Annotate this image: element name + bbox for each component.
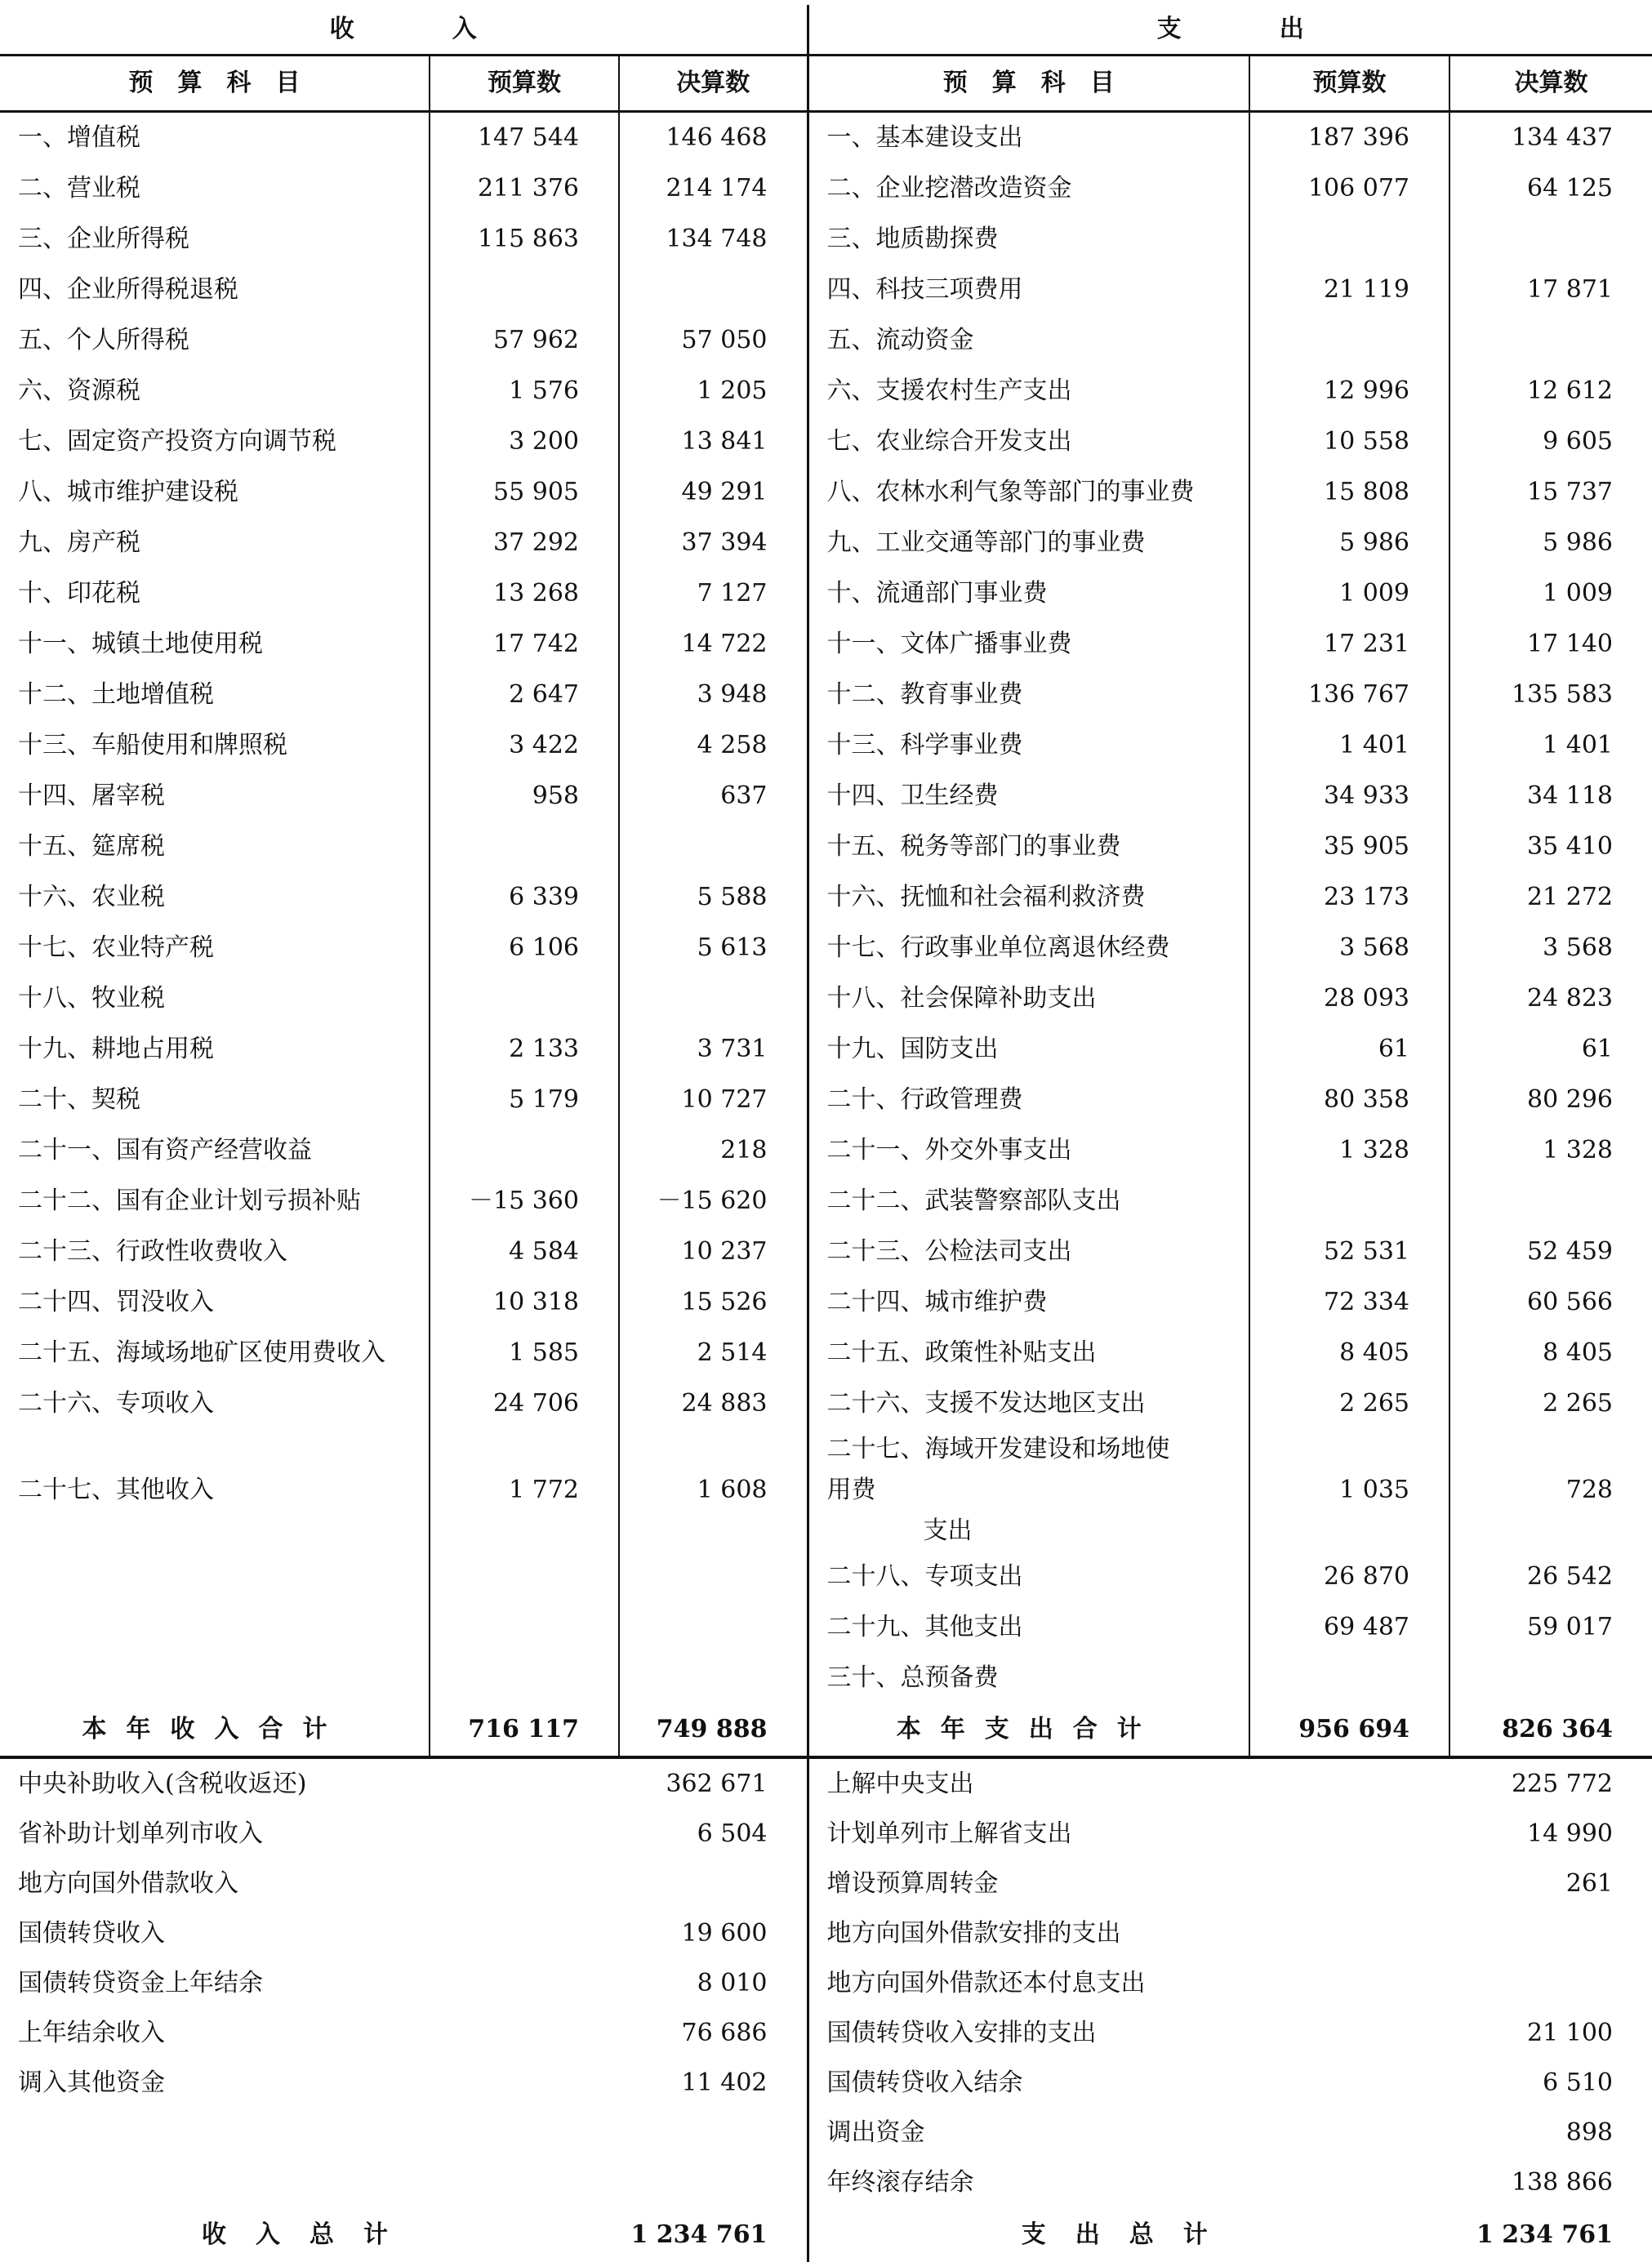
table-row [0, 1024, 1652, 1075]
income-supplement-final [619, 2157, 808, 2207]
expense-item-header: 预 算 科 目 [808, 56, 1249, 112]
expense-budget: 2 265 [1249, 1378, 1449, 1429]
expense-final: 21 272 [1527, 883, 1613, 911]
expense-budget: 23 173 [1249, 872, 1449, 923]
income-item: 八、城市维护建设税 [0, 467, 430, 518]
supplement-row [0, 1908, 1652, 1958]
income-budget: 17 742 [430, 619, 619, 670]
income-final: 5 588 [619, 872, 808, 923]
income-supplement-final: 6 504 [619, 1809, 808, 1859]
expense-item: 二十三、公检法司支出 [808, 1227, 1249, 1277]
expense-item: 十六、抚恤和社会福利救济费 [808, 872, 1249, 923]
income-item [0, 1653, 430, 1703]
expense-budget: 3 568 [1249, 923, 1449, 973]
income-supplement-final: 19 600 [619, 1908, 808, 1958]
expense-final: 64 125 [1527, 174, 1613, 203]
income-item: 九、房产税 [0, 518, 430, 568]
income-final: 57 050 [619, 315, 808, 366]
supplement-row [0, 2008, 1652, 2058]
expense-total-label: 本年支出合计 [808, 1703, 1249, 1757]
expense-item: 二十四、城市维护费 [808, 1277, 1249, 1328]
expense-final: 24 823 [1527, 984, 1613, 1013]
expense-budget: 1 035 [1249, 1429, 1449, 1552]
table-row [0, 112, 1652, 164]
income-item: 二十七、其他收入 [0, 1429, 430, 1552]
expense-final: 9 605 [1543, 427, 1613, 456]
table-row [0, 1653, 1652, 1703]
income-supplement-item: 调入其他资金 [18, 2068, 165, 2097]
expense-final: 1 009 [1543, 579, 1613, 608]
income-supplement-final: 76 686 [619, 2008, 808, 2058]
income-item: 十、印花税 [0, 568, 430, 619]
table-row [0, 872, 1652, 923]
table-row [0, 822, 1652, 872]
expense-budget: 35 905 [1249, 822, 1449, 872]
income-budget: 5 179 [430, 1075, 619, 1125]
expense-budget [1249, 315, 1449, 366]
expense-budget: 187 396 [1249, 112, 1449, 164]
income-final [619, 822, 808, 872]
income-final: 4 258 [619, 720, 808, 771]
income-final: 7 127 [619, 568, 808, 619]
expense-section-title: 支 出 [808, 5, 1652, 56]
expense-item: 二十八、专项支出 [808, 1552, 1249, 1602]
expense-budget: 21 119 [1249, 265, 1449, 315]
expense-budget: 34 933 [1249, 771, 1449, 822]
expense-final: 728 [1565, 1476, 1613, 1504]
expense-final [1449, 214, 1652, 265]
table-row [0, 1125, 1652, 1176]
expense-budget: 26 870 [1249, 1552, 1449, 1602]
expense-item: 二十五、政策性补贴支出 [808, 1328, 1249, 1378]
income-final: 637 [619, 771, 808, 822]
income-supplement-item: 中央补助收入(含税收返还) [18, 1769, 307, 1798]
income-item: 二十、契税 [0, 1075, 430, 1125]
expense-total-final: 826 364 [1449, 1703, 1652, 1757]
expense-item: 十七、行政事业单位离退休经费 [808, 923, 1249, 973]
expense-final: 59 017 [1527, 1613, 1613, 1641]
grand-total-row [0, 2207, 1652, 2262]
income-item-header: 预 算 科 目 [0, 56, 430, 112]
expense-budget: 15 808 [1249, 467, 1449, 518]
income-final: 134 748 [619, 214, 808, 265]
income-item: 十六、农业税 [0, 872, 430, 923]
table-row [0, 1429, 1652, 1552]
expense-budget: 17 231 [1249, 619, 1449, 670]
expense-budget: 61 [1249, 1024, 1449, 1075]
income-final: 24 883 [619, 1378, 808, 1429]
income-budget: 1 585 [430, 1328, 619, 1378]
income-supplement-final: 362 671 [619, 1757, 808, 1809]
income-budget [430, 265, 619, 315]
expense-budget: 136 767 [1249, 670, 1449, 720]
expense-item: 二、企业挖潜改造资金 [808, 163, 1249, 214]
table-row [0, 1328, 1652, 1378]
income-final: 2 514 [619, 1328, 808, 1378]
table-row [0, 366, 1652, 416]
expense-final: 60 566 [1527, 1288, 1613, 1316]
expense-item: 十、流通部门事业费 [808, 568, 1249, 619]
income-item: 十二、土地增值税 [0, 670, 430, 720]
income-final: 5 613 [619, 923, 808, 973]
income-budget: 147 544 [430, 112, 619, 164]
expense-final: 5 986 [1543, 528, 1613, 557]
table-row [0, 1227, 1652, 1277]
expense-final [1449, 1176, 1652, 1227]
table-row [0, 163, 1652, 214]
income-final: 1 205 [619, 366, 808, 416]
income-final [619, 1602, 808, 1653]
income-budget: 4 584 [430, 1227, 619, 1277]
expense-supplement-item: 调出资金 [826, 2117, 925, 2147]
table-row [0, 416, 1652, 467]
supplement-row [0, 2108, 1652, 2157]
annual-total-row [0, 1703, 1652, 1757]
expense-item: 八、农林水利气象等部门的事业费 [808, 467, 1249, 518]
income-final: 15 526 [619, 1277, 808, 1328]
expense-supplement-final: 225 772 [1511, 1769, 1613, 1798]
income-item: 十九、耕地占用税 [0, 1024, 430, 1075]
expense-final: 15 737 [1527, 478, 1613, 506]
expense-final: 17 871 [1527, 275, 1613, 304]
income-budget: 2 133 [430, 1024, 619, 1075]
income-budget: 55 905 [430, 467, 619, 518]
income-final: 13 841 [619, 416, 808, 467]
expense-item: 二十九、其他支出 [808, 1602, 1249, 1653]
expense-final: 61 [1581, 1035, 1613, 1063]
income-section-title: 收 入 [0, 5, 808, 56]
expense-grand-label: 支出总计 [1021, 2220, 1237, 2249]
budget-table [0, 5, 1652, 2262]
income-item: 二十三、行政性收费收入 [0, 1227, 430, 1277]
income-item: 七、固定资产投资方向调节税 [0, 416, 430, 467]
expense-final: 80 296 [1527, 1085, 1613, 1114]
income-item: 十五、筵席税 [0, 822, 430, 872]
income-item: 四、企业所得税退税 [0, 265, 430, 315]
income-budget: 958 [430, 771, 619, 822]
expense-budget [1249, 1653, 1449, 1703]
expense-item: 二十、行政管理费 [808, 1075, 1249, 1125]
expense-supplement-final [1449, 1908, 1652, 1958]
income-item: 五、个人所得税 [0, 315, 430, 366]
expense-item: 三十、总预备费 [808, 1653, 1249, 1703]
income-budget [430, 1602, 619, 1653]
income-budget-header: 预算数 [430, 56, 619, 112]
expense-final [1449, 1653, 1652, 1703]
expense-supplement-final: 14 990 [1527, 1819, 1613, 1848]
table-row [0, 720, 1652, 771]
expense-budget: 10 558 [1249, 416, 1449, 467]
expense-item: 二十二、武装警察部队支出 [808, 1176, 1249, 1227]
table-row [0, 1075, 1652, 1125]
income-total-budget: 716 117 [430, 1703, 619, 1757]
supplement-rows [0, 1757, 1652, 2207]
income-grand-final: 1 234 761 [619, 2207, 808, 2262]
expense-supplement-final: 138 866 [1511, 2167, 1613, 2197]
income-supplement-item [0, 2157, 619, 2207]
expense-item: 二十六、支援不发达地区支出 [808, 1378, 1249, 1429]
expense-supplement-item: 年终滚存结余 [826, 2167, 974, 2197]
expense-item: 二十一、外交外事支出 [808, 1125, 1249, 1176]
table-row [0, 973, 1652, 1024]
income-budget: 115 863 [430, 214, 619, 265]
supplement-row [0, 1958, 1652, 2008]
income-final: 37 394 [619, 518, 808, 568]
table-row [0, 1277, 1652, 1328]
income-final [619, 973, 808, 1024]
income-budget: 37 292 [430, 518, 619, 568]
expense-final: 34 118 [1527, 781, 1613, 810]
supplement-row [0, 1757, 1652, 1809]
expense-budget: 8 405 [1249, 1328, 1449, 1378]
expense-supplement-item: 国债转贷收入安排的支出 [826, 2018, 1097, 2047]
main-rows [0, 112, 1652, 1704]
income-item: 二十四、罚没收入 [0, 1277, 430, 1328]
expense-item: 十四、卫生经费 [808, 771, 1249, 822]
table-row [0, 265, 1652, 315]
table-row [0, 923, 1652, 973]
section-header-row [0, 5, 1652, 56]
table-row [0, 1552, 1652, 1602]
income-final: －15 620 [619, 1176, 808, 1227]
expense-item: 一、基本建设支出 [808, 112, 1249, 164]
expense-final [1449, 315, 1652, 366]
expense-final: 17 140 [1527, 630, 1613, 658]
income-final: 14 722 [619, 619, 808, 670]
income-final: 49 291 [619, 467, 808, 518]
income-item: 十一、城镇土地使用税 [0, 619, 430, 670]
expense-item: 五、流动资金 [808, 315, 1249, 366]
income-item: 三、企业所得税 [0, 214, 430, 265]
column-header-row [0, 56, 1652, 112]
expense-item: 九、工业交通等部门的事业费 [808, 518, 1249, 568]
expense-supplement-item: 地方向国外借款安排的支出 [826, 1918, 1121, 1948]
expense-total-budget: 956 694 [1249, 1703, 1449, 1757]
income-item: 十四、屠宰税 [0, 771, 430, 822]
income-grand-label: 收入总计 [202, 2220, 417, 2249]
table-row [0, 518, 1652, 568]
table-row [0, 214, 1652, 265]
table-row [0, 315, 1652, 366]
income-item: 十八、牧业税 [0, 973, 430, 1024]
expense-budget: 28 093 [1249, 973, 1449, 1024]
expense-budget [1249, 214, 1449, 265]
income-item: 十三、车船使用和牌照税 [0, 720, 430, 771]
expense-final: 2 265 [1543, 1389, 1613, 1418]
expense-item: 十九、国防支出 [808, 1024, 1249, 1075]
expense-final: 35 410 [1527, 832, 1613, 861]
income-final: 218 [619, 1125, 808, 1176]
income-budget: 6 339 [430, 872, 619, 923]
income-budget: 211 376 [430, 163, 619, 214]
expense-item-line2: 支出 [923, 1516, 973, 1545]
income-budget: 10 318 [430, 1277, 619, 1328]
income-final: 146 468 [619, 112, 808, 164]
expense-budget: 69 487 [1249, 1602, 1449, 1653]
supplement-row [0, 2058, 1652, 2108]
expense-supplement-item: 国债转贷收入结余 [826, 2068, 1023, 2097]
table-row [0, 568, 1652, 619]
income-item: 二十六、专项收入 [0, 1378, 430, 1429]
expense-final: 134 437 [1511, 123, 1613, 152]
income-supplement-final: 8 010 [619, 1958, 808, 2008]
income-budget [430, 1653, 619, 1703]
supplement-row [0, 1859, 1652, 1908]
income-budget [430, 822, 619, 872]
supplement-row [0, 1809, 1652, 1859]
supplement-row [0, 2157, 1652, 2207]
expense-supplement-final: 21 100 [1527, 2018, 1613, 2047]
income-budget: 6 106 [430, 923, 619, 973]
income-item: 一、增值税 [0, 112, 430, 164]
expense-budget: 1 328 [1249, 1125, 1449, 1176]
expense-final: 12 612 [1527, 376, 1613, 405]
income-supplement-item: 地方向国外借款收入 [18, 1868, 238, 1898]
expense-item: 十八、社会保障补助支出 [808, 973, 1249, 1024]
expense-supplement-item: 地方向国外借款还本付息支出 [826, 1968, 1146, 1997]
income-item: 二十二、国有企业计划亏损补贴 [0, 1176, 430, 1227]
income-item: 十七、农业特产税 [0, 923, 430, 973]
expense-final: 52 459 [1527, 1237, 1613, 1266]
table-row [0, 1378, 1652, 1429]
expense-final: 1 328 [1543, 1136, 1613, 1164]
income-supplement-final [619, 2108, 808, 2157]
expense-supplement-item: 计划单列市上解省支出 [826, 1819, 1072, 1848]
income-total-label: 本年收入合计 [0, 1703, 430, 1757]
expense-budget: 1 009 [1249, 568, 1449, 619]
expense-supplement-final [1449, 1958, 1652, 2008]
income-final-header: 决算数 [619, 56, 808, 112]
income-supplement-item [0, 2108, 619, 2157]
income-supplement-item: 国债转贷收入 [18, 1918, 165, 1948]
expense-budget: 52 531 [1249, 1227, 1449, 1277]
income-budget: 2 647 [430, 670, 619, 720]
income-budget: 13 268 [430, 568, 619, 619]
income-supplement-item: 省补助计划单列市收入 [18, 1819, 263, 1848]
expense-budget: 72 334 [1249, 1277, 1449, 1328]
expense-item: 六、支援农村生产支出 [808, 366, 1249, 416]
table-row [0, 1176, 1652, 1227]
expense-supplement-final: 898 [1565, 2117, 1613, 2147]
expense-budget: 12 996 [1249, 366, 1449, 416]
income-final [619, 1653, 808, 1703]
income-budget [430, 1552, 619, 1602]
income-final [619, 1552, 808, 1602]
expense-final: 1 401 [1543, 731, 1613, 759]
income-supplement-final [619, 1859, 808, 1908]
expense-budget: 1 401 [1249, 720, 1449, 771]
table-row [0, 1602, 1652, 1653]
expense-supplement-item: 增设预算周转金 [826, 1868, 999, 1898]
income-total-final: 749 888 [619, 1703, 808, 1757]
income-item: 二、营业税 [0, 163, 430, 214]
expense-final: 3 568 [1543, 933, 1613, 962]
expense-item: 十一、文体广播事业费 [808, 619, 1249, 670]
income-budget [430, 1125, 619, 1176]
income-budget: 57 962 [430, 315, 619, 366]
income-supplement-item: 国债转贷资金上年结余 [18, 1968, 263, 1997]
expense-item: 三、地质勘探费 [808, 214, 1249, 265]
expense-budget: 106 077 [1249, 163, 1449, 214]
income-item: 六、资源税 [0, 366, 430, 416]
expense-final: 135 583 [1511, 680, 1613, 709]
expense-item [808, 1429, 1249, 1552]
income-final: 3 731 [619, 1024, 808, 1075]
expense-item: 七、农业综合开发支出 [808, 416, 1249, 467]
expense-budget: 80 358 [1249, 1075, 1449, 1125]
income-final: 3 948 [619, 670, 808, 720]
table-row [0, 771, 1652, 822]
income-budget: －15 360 [430, 1176, 619, 1227]
income-budget: 1 772 [430, 1429, 619, 1552]
expense-final: 26 542 [1527, 1562, 1613, 1591]
expense-budget-header: 预算数 [1249, 56, 1449, 112]
income-final: 1 608 [619, 1429, 808, 1552]
expense-final: 8 405 [1543, 1338, 1613, 1367]
expense-supplement-final: 6 510 [1543, 2068, 1613, 2097]
expense-item-line1: 二十七、海域开发建设和场地使用费 [826, 1435, 1170, 1504]
income-item [0, 1552, 430, 1602]
expense-item: 十五、税务等部门的事业费 [808, 822, 1249, 872]
expense-supplement-final: 261 [1565, 1868, 1613, 1898]
expense-budget: 5 986 [1249, 518, 1449, 568]
expense-grand-final: 1 234 761 [1476, 2220, 1613, 2249]
table-row [0, 619, 1652, 670]
income-item: 二十五、海域场地矿区使用费收入 [0, 1328, 430, 1378]
income-supplement-item: 上年结余收入 [18, 2018, 165, 2047]
income-final: 10 237 [619, 1227, 808, 1277]
income-budget: 24 706 [430, 1378, 619, 1429]
income-budget [430, 973, 619, 1024]
table-row [0, 467, 1652, 518]
expense-item: 十二、教育事业费 [808, 670, 1249, 720]
income-final [619, 265, 808, 315]
income-final: 214 174 [619, 163, 808, 214]
expense-supplement-item: 上解中央支出 [826, 1769, 974, 1798]
income-budget: 3 422 [430, 720, 619, 771]
income-budget: 3 200 [430, 416, 619, 467]
income-item: 二十一、国有资产经营收益 [0, 1125, 430, 1176]
income-final: 10 727 [619, 1075, 808, 1125]
expense-item: 四、科技三项费用 [808, 265, 1249, 315]
expense-item: 十三、科学事业费 [808, 720, 1249, 771]
income-item [0, 1602, 430, 1653]
expense-final-header: 决算数 [1449, 56, 1652, 112]
expense-budget [1249, 1176, 1449, 1227]
income-supplement-final: 11 402 [619, 2058, 808, 2108]
table-row [0, 670, 1652, 720]
income-budget: 1 576 [430, 366, 619, 416]
